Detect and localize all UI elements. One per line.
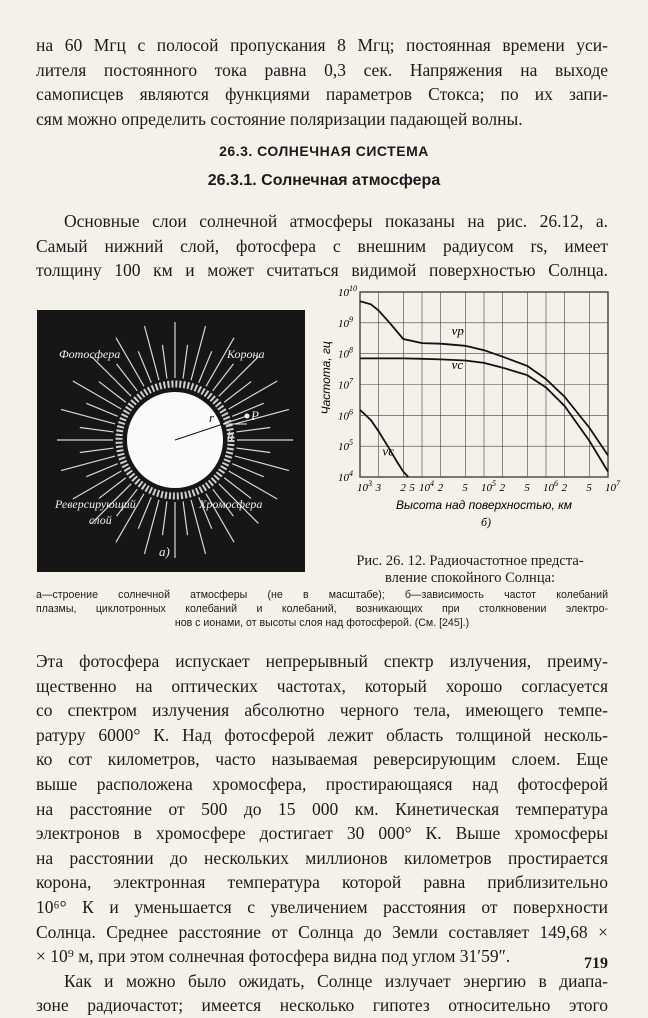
legend-line: плазмы, циклотронных колебаний и колебаний, возникающих при столкновении электро-	[36, 603, 608, 615]
panel-label-a: а)	[159, 544, 170, 559]
y-tick-label: $10^4$	[338, 469, 353, 484]
point-p-marker	[245, 414, 250, 419]
corona-ray	[199, 351, 212, 382]
label-h: h	[227, 428, 234, 443]
label-reversing-layer-2: слой	[89, 513, 112, 527]
y-tick-label: $10^6$	[338, 407, 353, 423]
corona-ray	[80, 448, 114, 452]
chart-grid	[360, 292, 608, 477]
section-heading: 26.3. СОЛНЕЧНАЯ СИСТЕМА	[219, 143, 429, 159]
corona-ray	[73, 471, 121, 499]
text-line: выше расположена хромосфера, простирающаяся над фотосферой	[36, 773, 608, 794]
text-line: Самый нижний слой, фотосфера с внешним радиусом rs, имеет	[36, 235, 608, 256]
x-tick-label: 3	[375, 482, 382, 494]
corona-ray	[138, 497, 151, 528]
text-line: Эта фотосфера испускает непрерывный спектр излучения, преиму-	[36, 651, 608, 671]
panel-label-b: б)	[481, 515, 492, 529]
y-tick-label: $10^7$	[338, 376, 353, 392]
corona-ray	[206, 338, 234, 386]
label-photosphere: Фотосфера	[59, 347, 121, 361]
text-line: лителя постоянного тока равна 0,3 сек. Напряжения на выходе	[36, 59, 608, 80]
corona-ray	[99, 478, 126, 499]
y-tick-label: $10^{10}$	[338, 284, 357, 299]
corona-ray	[117, 364, 138, 391]
text-line: × 10⁹ м, при этом солнечная фотосфера видна под углом 31′59″.	[36, 946, 511, 967]
corona-ray	[219, 357, 259, 397]
y-tick-label: $10^9$	[338, 314, 353, 330]
corona-ray	[229, 381, 277, 409]
chart-ticks	[338, 284, 621, 494]
text-line: Как и можно было ожидать, Солнце излучает энергию в диапа-	[64, 970, 608, 991]
corona-ray	[162, 501, 166, 535]
text-line: ратуру 6000° К. Над фотосферой лежит область толщиной несколь-	[36, 724, 608, 745]
text-line: ко сот километров, часто называемая реверсирующим слоем. Еще	[36, 749, 608, 770]
text-line: корона, электронная температура которой равна приблизительно	[36, 872, 608, 893]
corona-ray	[183, 501, 187, 535]
series-label-vp: νp	[451, 323, 464, 339]
y-tick-label: $10^8$	[338, 345, 353, 361]
corona-ray	[232, 464, 263, 477]
x-tick-label: $10^3$	[357, 479, 372, 494]
x-axis-label: Высота над поверхностью, км	[395, 498, 573, 512]
corona-ray	[86, 464, 117, 477]
x-tick-label: $10^7$	[605, 479, 620, 494]
corona-ray	[213, 364, 234, 391]
corona-ray	[99, 382, 126, 403]
solar-structure-diagram	[37, 310, 305, 572]
corona-ray	[224, 478, 251, 499]
legend-line: а—строение солнечной атмосферы (не в масштабе); б—зависимость частот колебаний	[36, 589, 608, 601]
radius-extension	[223, 416, 247, 424]
label-corona: Корона	[227, 347, 265, 361]
x-tick-label: 2	[400, 482, 406, 494]
subsection-heading: 26.3.1. Солнечная атмосфера	[207, 172, 441, 189]
x-tick-label: 5	[409, 482, 415, 494]
corona-ray	[116, 338, 144, 386]
page-number: 719	[584, 955, 608, 972]
series-label-vc: νс	[451, 356, 464, 372]
figure-a-solar-structure	[37, 310, 305, 572]
x-tick-label: 5	[586, 482, 592, 494]
x-tick-label: $10^6$	[543, 479, 558, 494]
corona-ray	[86, 403, 117, 416]
corona-ray	[162, 345, 166, 379]
x-tick-label: 2	[437, 482, 444, 494]
frequency-height-chart	[318, 282, 618, 532]
x-tick-label: 2	[499, 482, 506, 494]
text-line: щественно на оптических частотах, который хорошо согласуется	[36, 675, 608, 696]
series-label-vc-collision: νс	[382, 443, 394, 459]
x-tick-label: 5	[462, 482, 468, 494]
label-reversing-layer: Реверсирующий	[55, 497, 136, 511]
intro-paragraph	[36, 33, 608, 131]
figure-legend	[36, 588, 608, 630]
corona-ray	[73, 381, 121, 409]
corona-ray	[236, 448, 270, 452]
x-tick-label: 2	[561, 482, 568, 494]
figure-caption	[345, 553, 595, 587]
text-line: Основные слои солнечной атмосферы показаны на рис. 26.12, а.	[64, 211, 608, 231]
corona-ray	[183, 345, 187, 379]
text-line: Солнца. Среднее расстояние от Солнца до Земли составляет 149,68 ×	[36, 921, 608, 942]
label-r: r	[209, 410, 215, 425]
text-line: на 60 Мгц с полосой пропускания 8 Мгц; постоянная времени уси-	[36, 35, 608, 55]
text-line: на расстоянии до нескольких миллионов километров простирается	[36, 847, 608, 868]
corona-ray	[236, 427, 270, 431]
x-tick-label: 5	[524, 482, 530, 494]
text-line: самописцев являются функциями параметров Стокса; по их запи-	[36, 84, 608, 105]
text-line: 10⁶° К и уменьшается с увеличением расстояния от поверхности	[36, 896, 608, 917]
caption-line: Рис. 26. 12. Радиочастотное предста-	[356, 553, 584, 569]
paragraph-1	[36, 209, 608, 283]
legend-line: нов с ионами, от высоты слоя над фотосферой. (См. [245].)	[174, 617, 470, 629]
text-line: на расстояние от 500 до 15 000 км. Кинетическая температура	[36, 798, 608, 819]
text-line: зоне радиочастот; имеется несколько гипотез относительно этого	[36, 995, 608, 1016]
label-p: P	[251, 408, 259, 423]
x-tick-label: $10^4$	[419, 479, 434, 494]
x-tick-label: $10^5$	[481, 479, 496, 494]
corona-ray	[92, 357, 132, 397]
figure-b-frequency-chart	[318, 282, 618, 532]
label-chromosphere: Хромосфера	[199, 497, 263, 511]
corona-ray	[224, 382, 251, 403]
paragraph-2	[36, 649, 608, 1018]
corona-ray	[138, 351, 151, 382]
text-line: толщину 100 км и может считаться видимой поверхностью Солнца.	[36, 260, 608, 281]
text-line: электронов в хромосфере достигает 30 000° К. Выше хромосферы	[36, 823, 608, 844]
corona-ray	[229, 471, 277, 499]
y-tick-label: $10^5$	[338, 438, 353, 454]
corona-ray	[80, 427, 114, 431]
text-line: со спектром излучения абсолютно черного тела, имеющего темпе-	[36, 700, 608, 721]
y-axis-label: Частота, гц	[319, 341, 333, 415]
caption-line: вление спокойного Солнца:	[384, 570, 556, 586]
text-line: сям можно определить состояние поляризации падающей волны.	[36, 108, 523, 129]
